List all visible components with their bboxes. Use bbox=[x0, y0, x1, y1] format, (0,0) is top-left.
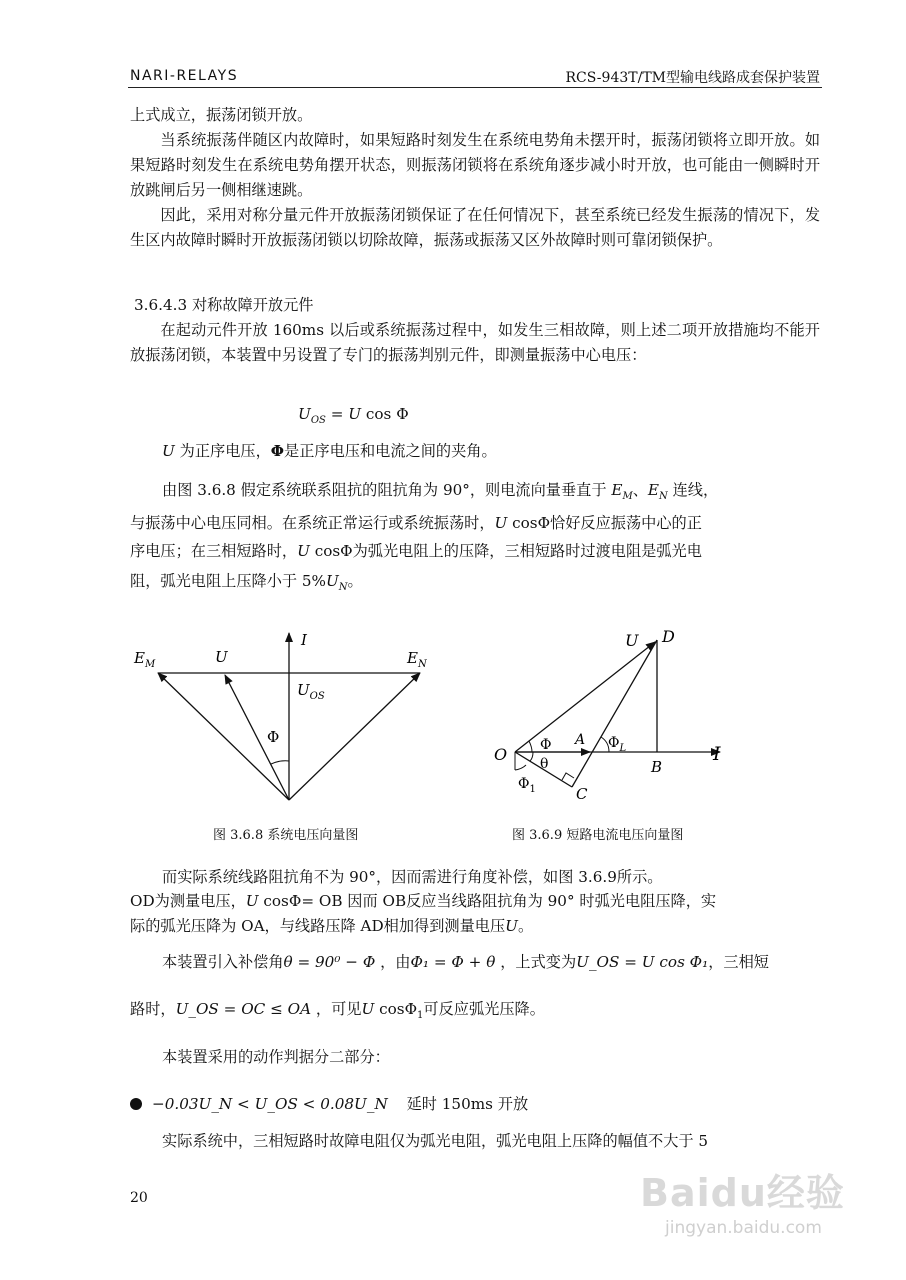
paragraph-12: 际的弧光压降为 OA，与线路压降 AD相加得到测量电压U。 bbox=[130, 917, 534, 935]
phi-arc bbox=[271, 761, 289, 764]
header-left: NARI-RELAYS bbox=[130, 68, 239, 84]
page-number: 20 bbox=[130, 1190, 148, 1206]
label-u: U bbox=[625, 631, 639, 650]
figure-3-6-8 bbox=[125, 625, 445, 815]
label-theta: θ bbox=[540, 756, 549, 772]
watermark-url: jingyan.baidu.com bbox=[665, 1218, 822, 1238]
paragraph-16: 实际系统中，三相短路时故障电阻仅为弧光电阻，弧光电阻上压降的幅值不大于 5 bbox=[162, 1132, 709, 1150]
label-en: $E_N$ bbox=[407, 649, 427, 670]
label-i: I bbox=[301, 631, 307, 649]
paragraph-10: 而实际系统线路阻抗角不为 90°，因而需进行角度补偿，如图 3.6.9所示。 bbox=[162, 868, 663, 886]
label-b: B bbox=[651, 758, 663, 776]
phi1-arc bbox=[515, 765, 526, 770]
header-right: RCS-943T/TM型输电线路成套保护装置 bbox=[565, 70, 820, 86]
right-angle-mark bbox=[562, 773, 574, 780]
label-em: $E_M$ bbox=[134, 649, 156, 670]
figure-3-6-8-caption: 图 3.6.8 系统电压向量图 bbox=[213, 828, 359, 843]
theta-arc bbox=[530, 752, 533, 761]
label-d: D bbox=[662, 627, 675, 646]
paragraph-15: 本装置采用的动作判据分二部分： bbox=[162, 1048, 390, 1066]
section-heading: 3.6.4.3 对称故障开放元件 bbox=[134, 296, 314, 314]
paragraph-2: 当系统振荡伴随区内故障时，如果短路时刻发生在系统电势角未摆开时，振荡闭锁将立即开放。如果短路时刻发生在系统电势角摆开状态，则振荡闭锁将在系统角逐步减小时开放，也可能由一侧瞬时开放跳闸后另一侧相继速跳。 bbox=[130, 131, 820, 199]
paragraph-5: U 为正序电压，Φ是正序电压和电流之间的夹角。 bbox=[162, 442, 497, 460]
label-u: U bbox=[215, 648, 228, 666]
label-i: I bbox=[713, 743, 721, 765]
paragraph-4: 在起动元件开放 160ms 以后或系统振荡过程中，如发生三相故障，则上述二项开放措施均不能开放振荡闭锁，本装置中另设置了专门的振荡判别元件，即测量振荡中心电压： bbox=[130, 321, 820, 364]
header-divider bbox=[128, 87, 822, 88]
label-a: A bbox=[575, 732, 586, 748]
paragraph-7: 与振荡中心电压同相。在系统正常运行或系统振荡时，U cosΦ恰好反应振荡中心的正 bbox=[130, 514, 702, 532]
formula-uos: $U_{OS} = U$ cos Φ bbox=[298, 405, 409, 427]
paragraph-8: 序电压；在三相短路时，U cosΦ为弧光电阻上的压降，三相短路时过渡电阻是弧光电 bbox=[130, 542, 702, 560]
u-vector bbox=[225, 675, 289, 800]
label-phi: Φ bbox=[540, 737, 552, 753]
label-phi: Φ bbox=[267, 728, 280, 746]
paragraph-11: OD为测量电压，U cosΦ= OB 因而 OB反应当线路阻抗角为 90° 时弧光电阻压降，实 bbox=[130, 892, 717, 910]
watermark-brand: Baidu经验 bbox=[640, 1171, 845, 1215]
dc-line bbox=[572, 640, 657, 787]
bullet-dot bbox=[130, 1098, 142, 1110]
paragraph-13: 本装置引入补偿角θ = 90⁰ − Φ ，由Φ₁ = Φ + θ ，上式变为U_OS = U cos Φ₁，三相短 bbox=[162, 953, 769, 971]
label-uos: $U_{OS}$ bbox=[297, 681, 325, 702]
paragraph-1: 上式成立，振荡闭锁开放。 bbox=[130, 106, 313, 124]
paragraph-6: 由图 3.6.8 假定系统联系阻抗的阻抗角为 90°，则电流向量垂直于 $E_M$、$E_N$ 连线， bbox=[162, 481, 719, 503]
phi-arc bbox=[529, 741, 532, 752]
label-c: C bbox=[576, 785, 588, 803]
paragraph-3: 因此，采用对称分量元件开放振荡闭锁保证了在任何情况下，甚至系统已经发生振荡的情况下，发生区内故障时瞬时开放振荡闭锁以切除故障，振荡或振荡又区外故障时则可靠闭锁保护。 bbox=[130, 206, 820, 249]
paragraph-14: 路时，U_OS = OC ≤ OA ，可见U cosΦ$_1$可反应弧光压降。 bbox=[130, 1000, 545, 1022]
label-phil: $\Phi_L$ bbox=[608, 735, 627, 754]
figure-3-6-9-caption: 图 3.6.9 短路电流电压向量图 bbox=[512, 828, 684, 843]
paragraph-9: 阻，弧光电阻上压降小于 $5\%U_N$。 bbox=[130, 572, 363, 594]
figure-3-6-9 bbox=[485, 620, 745, 810]
label-o: O bbox=[494, 745, 508, 764]
label-phi1: $\Phi_1$ bbox=[518, 776, 536, 795]
bullet-criterion-1: −0.03U_N < U_OS < 0.08U_N 延时 150ms 开放 bbox=[152, 1095, 529, 1113]
